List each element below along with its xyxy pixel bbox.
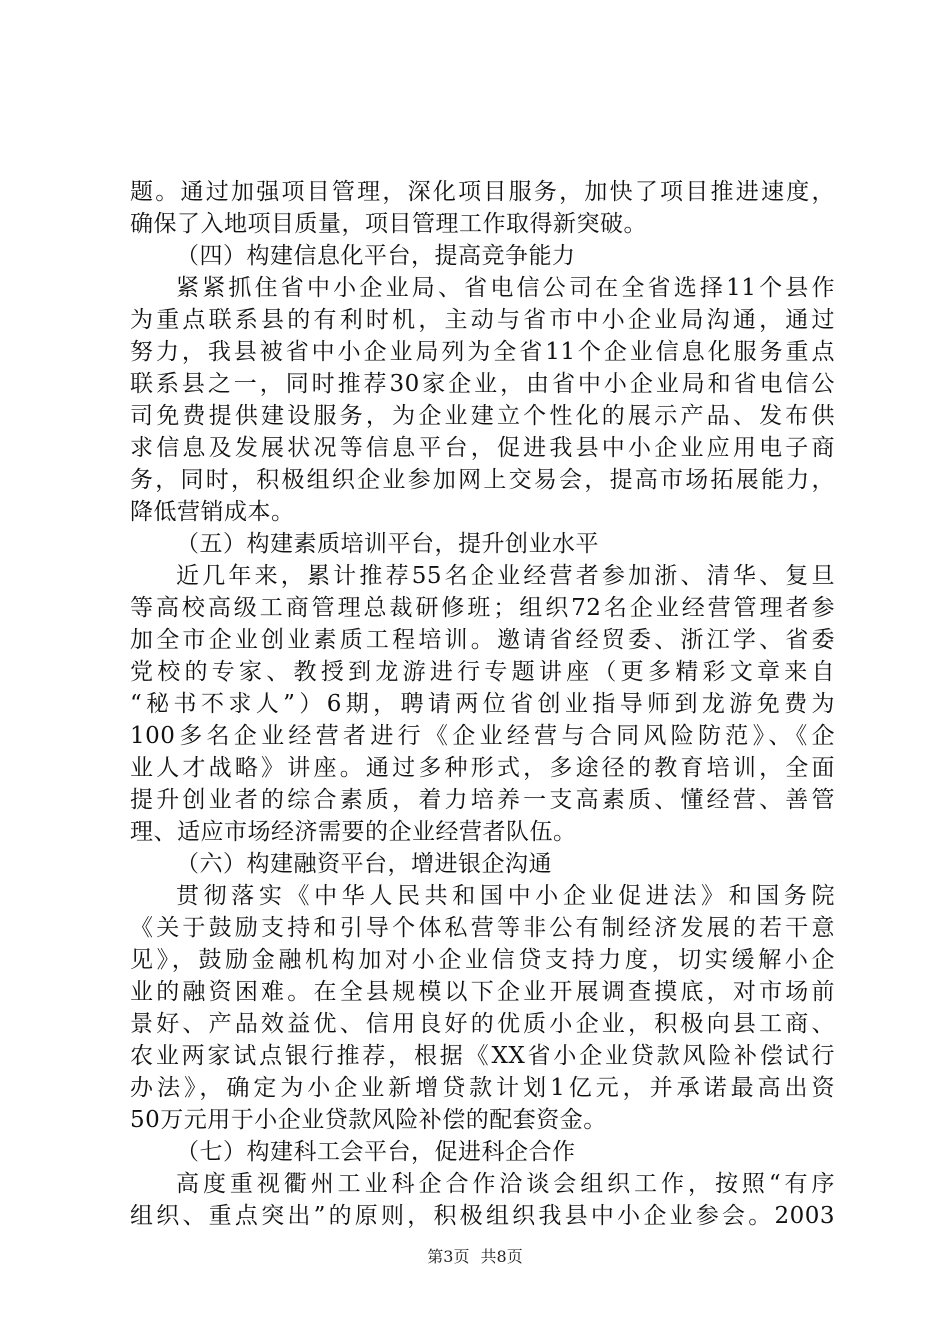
paragraph-line: 确保了入地项目质量，项目管理工作取得新突破。 [130, 211, 647, 237]
paragraph-line: 见》，鼓励金融机构加对小企业信贷支持力度，切实缓解小企 [130, 947, 835, 973]
paragraph-line: 司免费提供建设服务，为企业建立个性化的展示产品、发布供 [130, 403, 835, 429]
paragraph-line: 《关于鼓励支持和引导个体私营等非公有制经济发展的若干意 [130, 915, 835, 941]
paragraph-line: 组织、重点突出”的原则，积极组织我县中小企业参会。2003 [130, 1203, 835, 1229]
paragraph-line: 100多名企业经营者进行《企业经营与合同风险防范》、《企 [130, 723, 835, 749]
paragraph-line: 联系县之一，同时推荐30家企业，由省中小企业局和省电信公 [130, 371, 835, 397]
paragraph-line: 办法》，确定为小企业新增贷款计划1亿元，并承诺最高出资 [130, 1075, 835, 1101]
paragraph-line: 题。通过加强项目管理，深化项目服务，加快了项目推进速度， [130, 179, 835, 205]
paragraph-first-line: 紧紧抓住省中小企业局、省电信公司在全省选择11个县作 [176, 275, 835, 301]
page-footer [0, 1244, 950, 1267]
paragraph-line: 为重点联系县的有利时机，主动与省市中小企业局沟通，通过 [130, 307, 835, 333]
paragraph-line: 务，同时，积极组织企业参加网上交易会，提高市场拓展能力， [130, 467, 835, 493]
paragraph-first-line: 高度重视衢州工业科企合作洽谈会组织工作，按照“有序 [176, 1171, 835, 1197]
paragraph-line: 等高校高级工商管理总裁研修班；组织72名企业经营管理者参 [130, 595, 835, 621]
document-body [130, 176, 835, 1232]
paragraph-line: 50万元用于小企业贷款风险补偿的配套资金。 [130, 1107, 607, 1133]
paragraph-line: 景好、产品效益优、信用良好的优质小企业，积极向县工商、 [130, 1011, 835, 1037]
section-heading: （四）构建信息化平台，提高竞争能力 [176, 243, 576, 269]
paragraph-line: 加全市企业创业素质工程培训。邀请省经贸委、浙江学、省委 [130, 627, 835, 653]
paragraph-line: 努力，我县被省中小企业局列为全省11个企业信息化服务重点 [130, 339, 835, 365]
paragraph-line: 理、适应市场经济需要的企业经营者队伍。 [130, 819, 577, 845]
paragraph-first-line: 近几年来，累计推荐55名企业经营者参加浙、清华、复旦 [176, 563, 835, 589]
page-total: 共8页 [480, 1247, 523, 1266]
section-heading: （七）构建科工会平台，促进科企合作 [176, 1139, 576, 1165]
paragraph-line: 求信息及发展状况等信息平台，促进我县中小企业应用电子商 [130, 435, 835, 461]
paragraph-line: 农业两家试点银行推荐，根据《XX省小企业贷款风险补偿试行 [130, 1043, 835, 1069]
section-heading: （五）构建素质培训平台，提升创业水平 [176, 531, 599, 557]
paragraph-line: 提升创业者的综合素质，着力培养一支高素质、懂经营、善管 [130, 787, 835, 813]
section-heading: （六）构建融资平台，增进银企沟通 [176, 851, 552, 877]
paragraph-line: 业的融资困难。在全县规模以下企业开展调查摸底，对市场前 [130, 979, 835, 1005]
paragraph-line: 党校的专家、教授到龙游进行专题讲座（更多精彩文章来自 [130, 659, 835, 685]
paragraph-line: “秘书不求人”）6期，聘请两位省创业指导师到龙游免费为 [130, 691, 835, 717]
paragraph-first-line: 贯彻落实《中华人民共和国中小企业促进法》和国务院 [176, 883, 835, 909]
paragraph-line: 业人才战略》讲座。通过多种形式，多途径的教育培训，全面 [130, 755, 835, 781]
paragraph-line: 降低营销成本。 [130, 499, 295, 525]
page-number: 第3页 [427, 1247, 470, 1266]
